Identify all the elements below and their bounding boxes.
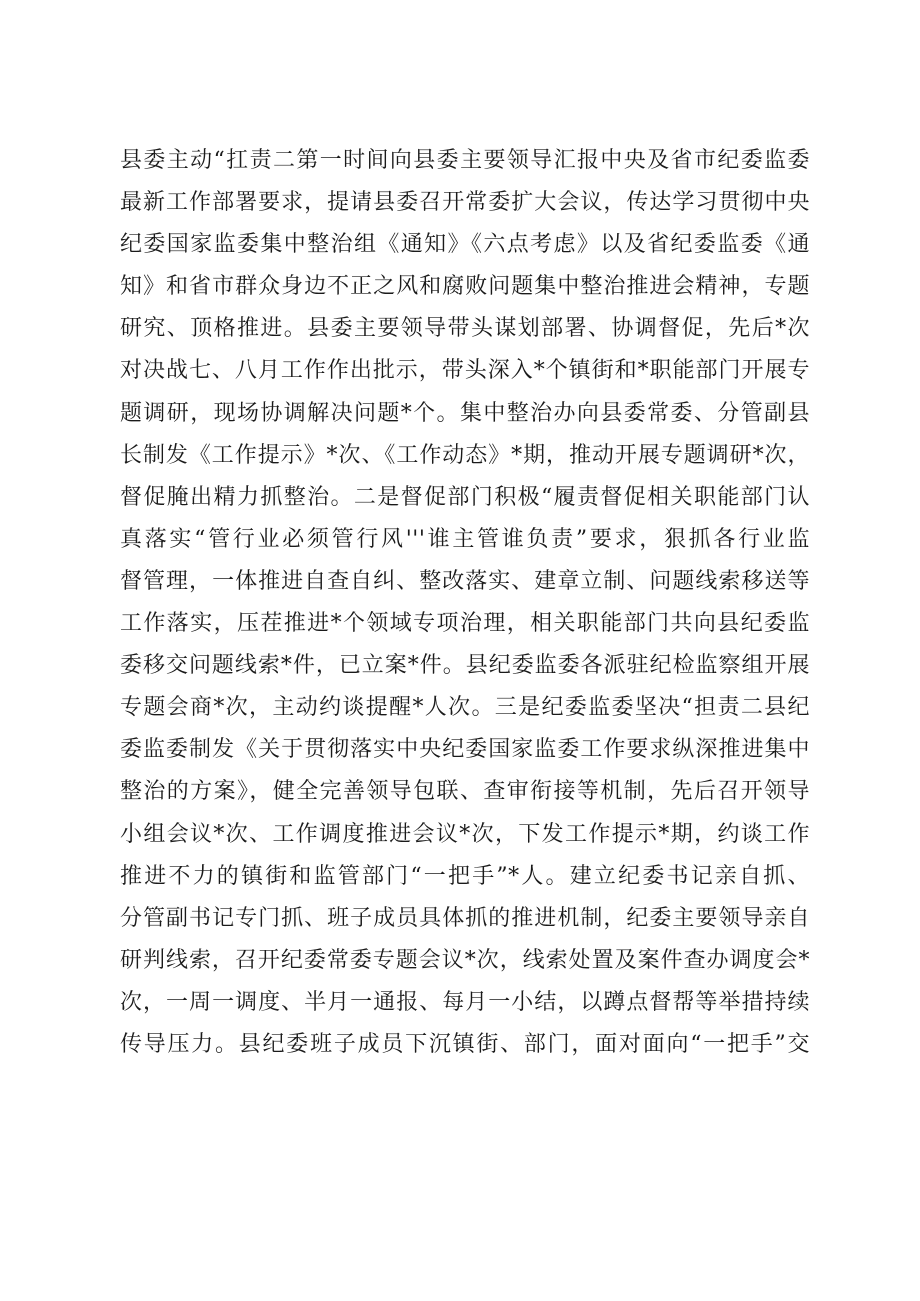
text-line-5: 研究、顶格推进。县委主要领导带头谋划部署、协调督促，先后*次 xyxy=(120,316,810,342)
body-paragraph xyxy=(120,140,810,1066)
text-line-10: 真落实“管行业必须管行风'''谁主管谁负责”要求，狠抓各行业监 xyxy=(120,526,810,552)
text-line-2: 最新工作部署要求，提请县委召开常委扩大会议，传达学习贯彻中央 xyxy=(120,190,810,216)
text-line-9: 督促腌出精力抓整治。二是督促部门积极“履责督促相关职能部门认 xyxy=(120,484,810,510)
text-line-8: 长制发《工作提示》*次、《工作动态》*期，推动开展专题调研*次， xyxy=(120,442,810,468)
text-line-14: 专题会商*次，主动约谈提醒*人次。三是纪委监委坚决“担责二县纪 xyxy=(120,695,810,721)
text-line-12: 工作落实，压茬推进*个领域专项治理，相关职能部门共向县纪委监 xyxy=(120,611,810,637)
text-line-21: 次，一周一调度、半月一通报、每月一小结，以蹲点督帮等举措持续 xyxy=(120,989,810,1015)
text-line-15: 委监委制发《关于贯彻落实中央纪委国家监委工作要求纵深推进集中 xyxy=(120,737,810,763)
text-line-18: 推进不力的镇街和监管部门“一把手”*人。建立纪委书记亲自抓、 xyxy=(120,863,810,889)
text-line-13: 委移交问题线索*件，已立案*件。县纪委监委各派驻纪检监察组开展 xyxy=(120,653,810,679)
text-line-3: 纪委国家监委集中整治组《通知》《六点考虑》以及省纪委监委《通 xyxy=(120,232,810,258)
text-line-11: 督管理，一体推进自查自纠、整改落实、建章立制、问题线索移送等 xyxy=(120,568,810,594)
text-line-19: 分管副书记专门抓、班子成员具体抓的推进机制，纪委主要领导亲自 xyxy=(120,905,810,931)
text-line-22: 传导压力。县纪委班子成员下沉镇街、部门，面对面向“一把手”交 xyxy=(120,1031,810,1057)
text-line-7: 题调研，现场协调解决问题*个。集中整治办向县委常委、分管副县 xyxy=(120,400,810,426)
text-line-1: 县委主动“扛责二第一时间向县委主要领导汇报中央及省市纪委监委 xyxy=(120,148,810,173)
text-line-20: 研判线索，召开纪委常委专题会议*次，线索处置及案件查办调度会* xyxy=(120,947,810,973)
text-line-6: 对决战七、八月工作作出批示，带头深入*个镇街和*职能部门开展专 xyxy=(120,358,810,384)
text-line-17: 小组会议*次、工作调度推进会议*次，下发工作提示*期，约谈工作 xyxy=(120,821,810,847)
text-line-16: 整治的方案》，健全完善领导包联、查审衔接等机制，先后召开领导 xyxy=(120,779,810,805)
text-line-4: 知》和省市群众身边不正之风和腐败问题集中整治推进会精神，专题 xyxy=(120,274,810,300)
